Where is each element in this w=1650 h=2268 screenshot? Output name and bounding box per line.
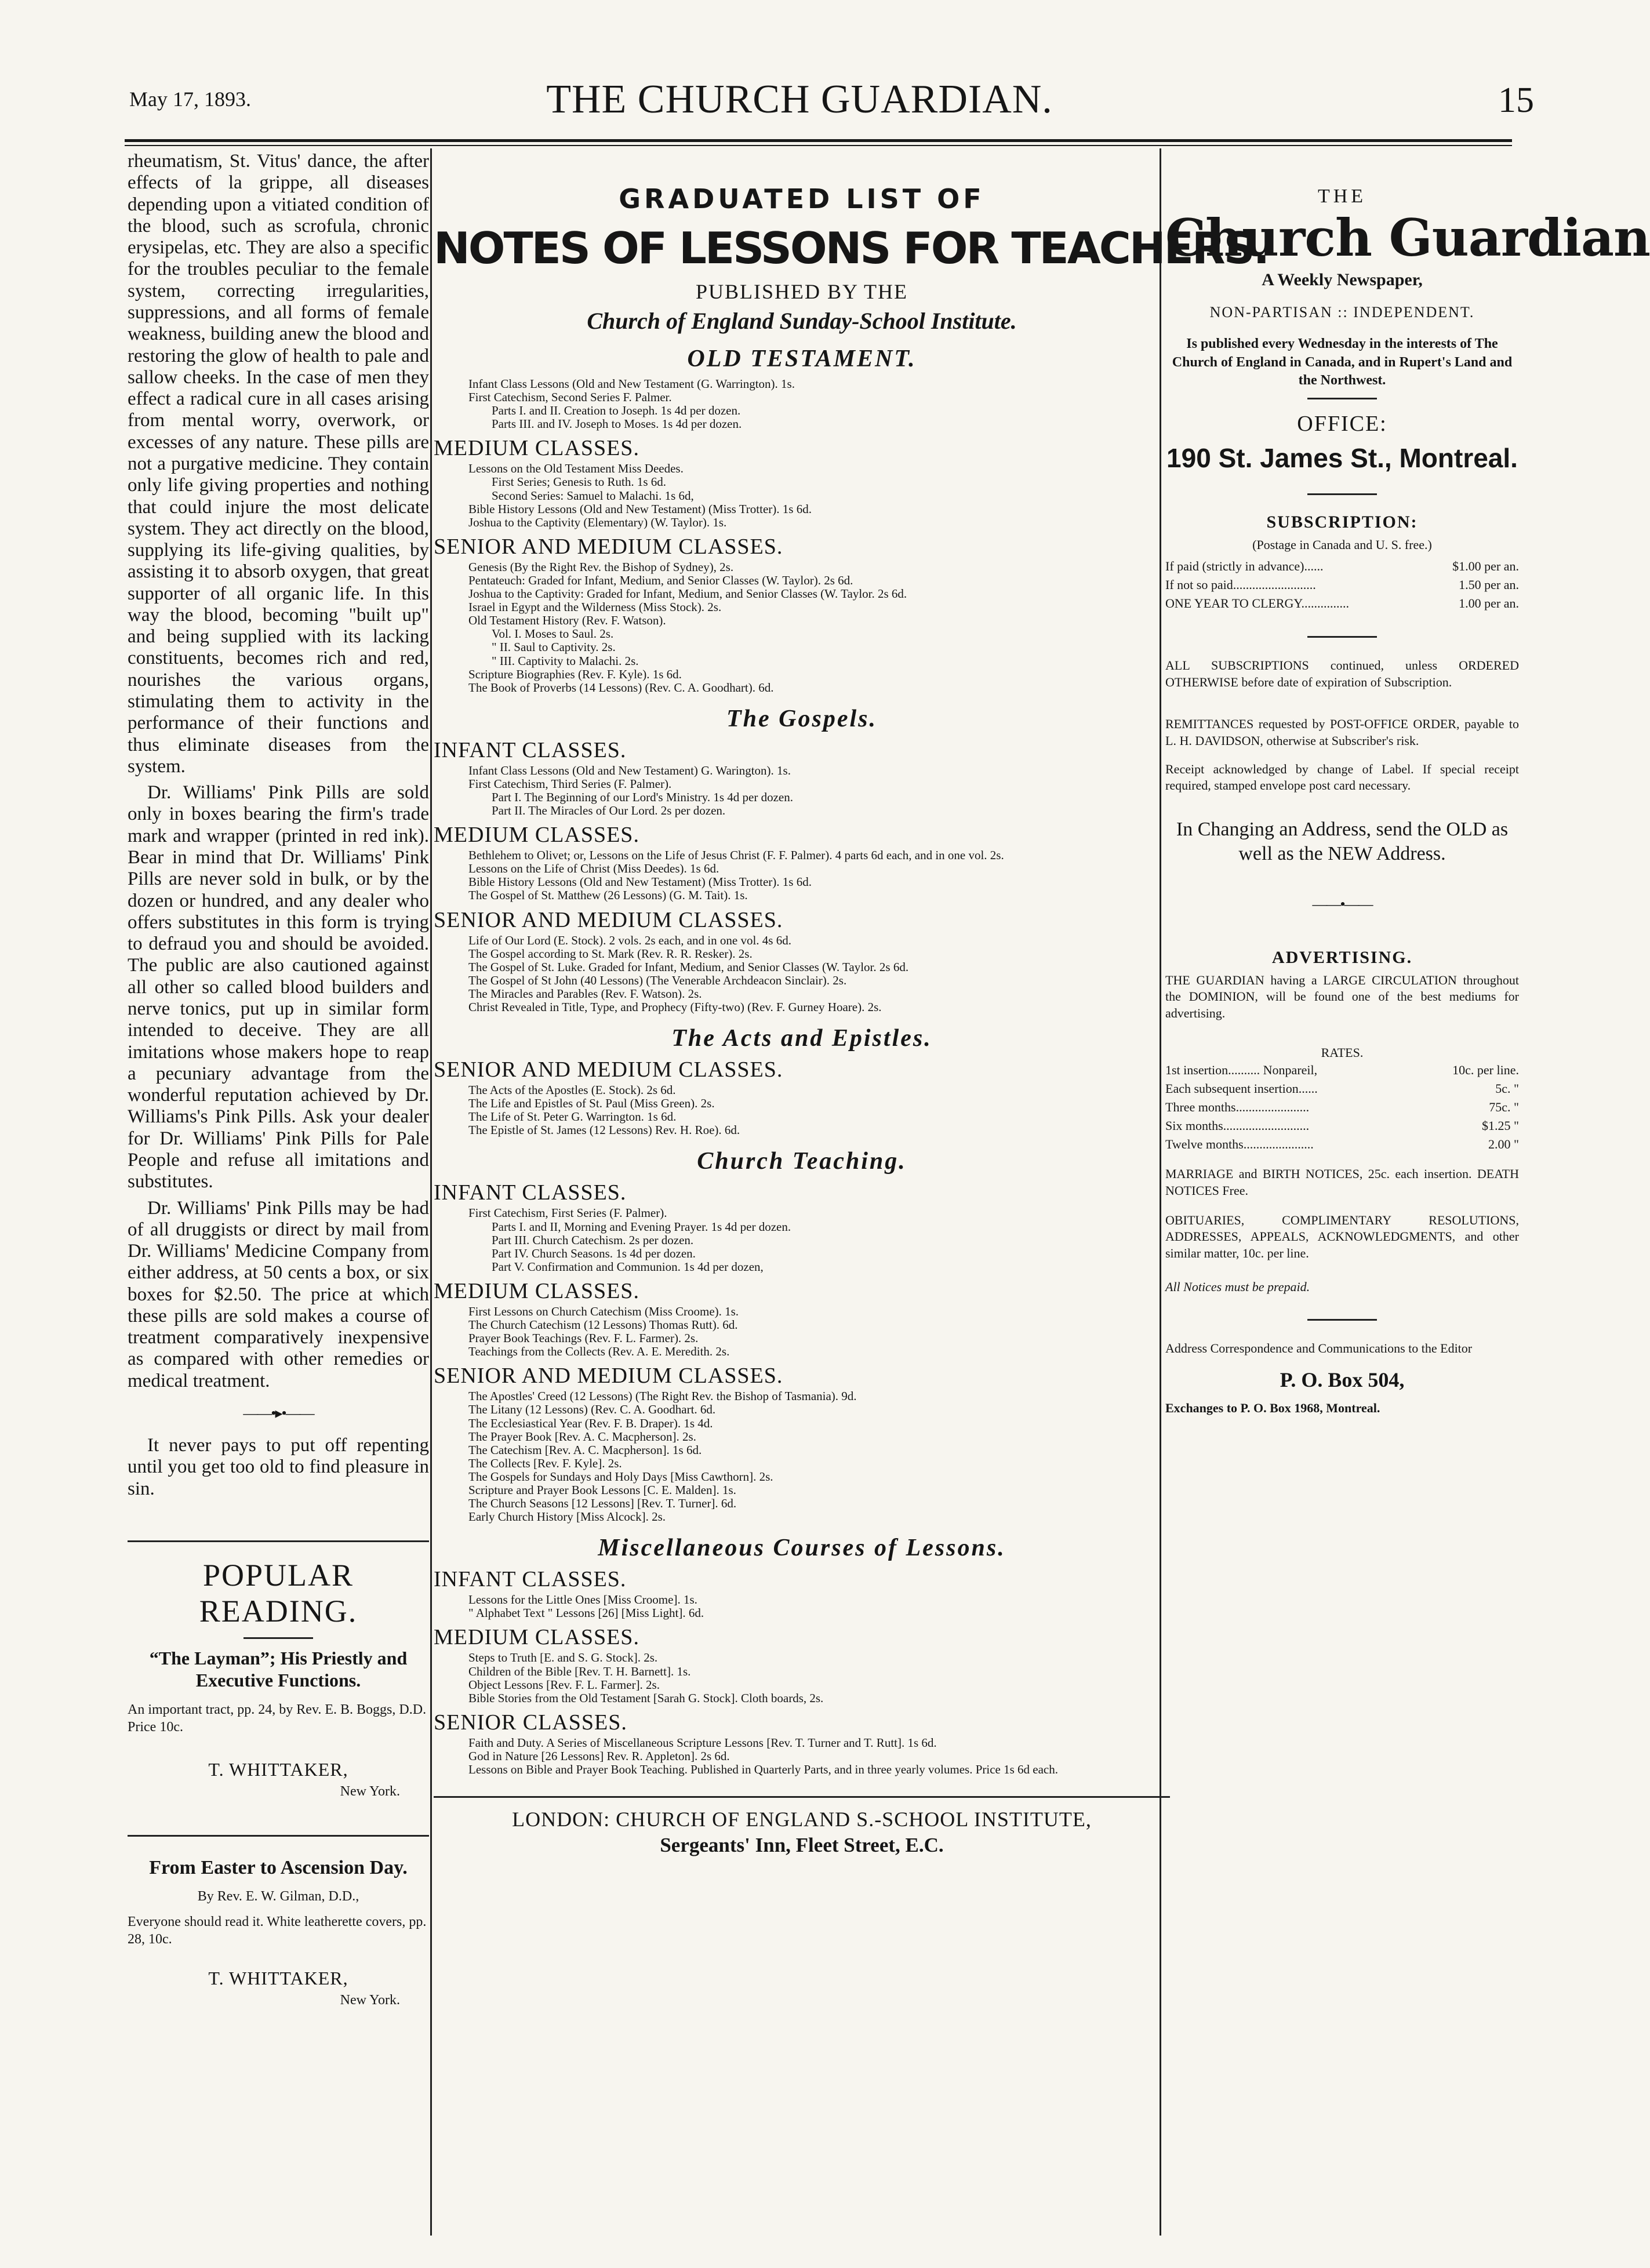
rate-value: 75c. " <box>1489 1099 1519 1114</box>
address-correspondence: Address Correspondence and Communications to the Editor <box>1165 1340 1473 1355</box>
lesson-entry: Life of Our Lord (E. Stock). 2 vols. 2s each, and in one vol. 4s 6d. <box>468 933 791 947</box>
rate-row <box>1165 594 1519 613</box>
publisher-city: New York. <box>340 1783 400 1799</box>
lesson-entry: Infant Class Lessons (Old and New Testament) G. Warington). 1s. <box>468 763 791 777</box>
section-rule <box>128 1540 429 1542</box>
rate-label: 1st insertion.......... Nonpareil, <box>1165 1062 1318 1077</box>
rate-value: $1.00 per an. <box>1452 559 1519 574</box>
lesson-entry: The Apostles' Creed (12 Lessons) (The Right Rev. the Bishop of Tasmania). 9d. <box>468 1389 857 1404</box>
lesson-entry: " II. Saul to Captivity. 2s. <box>492 640 616 655</box>
lesson-entry: The Epistle of St. James (12 Lessons) Rev. H. Roe). 6d. <box>468 1123 740 1137</box>
class-level-heading: MEDIUM CLASSES. <box>434 1625 639 1650</box>
office-address: 190 St. James St., Montreal. <box>1166 442 1518 473</box>
lesson-entries <box>468 1593 1170 1620</box>
publisher-name: T. WHITTAKER, <box>208 1758 348 1780</box>
lesson-entry: Genesis (By the Right Rev. the Bishop of Sydney), 2s. <box>468 559 734 574</box>
easter-title: From Easter to Ascension Day. <box>149 1856 408 1878</box>
repenting-quip: It never pays to put off repenting until you get too old to find pleasure in sin. <box>128 1435 429 1499</box>
class-level-heading: MEDIUM CLASSES. <box>434 1278 639 1303</box>
masthead-subtitle: A Weekly Newspaper, <box>1262 270 1423 290</box>
subscription-heading: SUBSCRIPTION: <box>1266 512 1418 532</box>
lesson-entry: The Litany (12 Lessons) (Rev. C. A. Goodhart. 6d. <box>468 1402 716 1417</box>
rate-row <box>1165 557 1519 576</box>
lesson-entry: Part I. The Beginning of our Lord's Ministry. 1s 4d per dozen. <box>492 790 793 804</box>
advertising-heading: ADVERTISING. <box>1271 947 1413 967</box>
layman-description: An important tract, pp. 24, by Rev. E. B. Boggs, D.D. Price 10c. <box>128 1702 427 1735</box>
lesson-entry: First Catechism, Second Series F. Palmer. <box>468 390 672 405</box>
pills-paragraph-1: rheumatism, St. Vitus' dance, the after effects of la grippe, all diseases depending upon a vitiated condition of the blood, such as scrofula, chronic erysipelas, etc. They are also a specific for the troubles peculiar to the female system, correcting irregularities, suppressions, and all forms of female weakness, building anew the blood and restoring the glow of health to pale and sallow cheeks. In the case of men they effect a radical cure in all cases arising from mental worry, overwork, or excesses of any nature. These pills are not a purgative medicine. They contain only life giving properties and nothing that could injure the most delicate system. They act directly on the blood, supplying its life-giving qualities, by assisting it to absorb oxygen, that great supporter of all organic life. In this way the blood, becoming "built up" and being supplied with its lacking constituents, becomes rich and red, nourishes the various organs, stimulating them to activity in the performance of their functions and thus eliminate diseases from the system. <box>128 151 429 777</box>
rate-label: Each subsequent insertion...... <box>1165 1081 1318 1096</box>
advertising-rates <box>1165 1061 1519 1153</box>
prepaid-note: All Notices must be prepaid. <box>1165 1280 1310 1295</box>
lesson-list <box>434 345 1170 1776</box>
remittances-note: REMITTANCES requested by POST-OFFICE ORDER, payable to L. H. DAVIDSON, otherwise at Subscriber's risk. <box>1165 717 1519 748</box>
advertising-body: THE GUARDIAN having a LARGE CIRCULATION throughout the DOMINION, will be found one of the best mediums for advertising. <box>1165 972 1519 1020</box>
non-partisan-line: NON-PARTISAN :: INDEPENDENT. <box>1209 304 1475 321</box>
rate-row <box>1165 1117 1519 1135</box>
lesson-entry: The Ecclesiastical Year (Rev. F. B. Draper). 1s 4d. <box>468 1416 713 1430</box>
lesson-entry: Parts III. and IV. Joseph to Moses. 1s 4d per dozen. <box>492 417 742 431</box>
lesson-entry: Parts I. and II, Morning and Evening Prayer. 1s 4d per dozen. <box>492 1219 791 1234</box>
rate-row <box>1165 1098 1519 1117</box>
newspaper-title: THE CHURCH GUARDIAN. <box>546 77 1053 122</box>
publisher-name: T. WHITTAKER, <box>208 1968 348 1989</box>
obituaries-notice: OBITUARIES, COMPLIMENTARY RESOLUTIONS, ADDRESSES, APPEALS, ACKNOWLEDGMENTS, and other similar matter, 10c. per line. <box>1165 1212 1519 1260</box>
lesson-entry: Bethlehem to Olivet; or, Lessons on the Life of Jesus Christ (F. F. Palmer). 4 parts 6d each, and in one vol. 2s. <box>468 848 1004 863</box>
marriage-notices: MARRIAGE and BIRTH NOTICES, 25c. each insertion. DEATH NOTICES Free. <box>1165 1166 1519 1198</box>
masthead-title: Church Guardian <box>1165 208 1650 268</box>
short-rule <box>243 1637 313 1639</box>
lesson-entry: The Life and Epistles of St. Paul (Miss Green). 2s. <box>468 1096 715 1111</box>
rate-value: 5c. " <box>1495 1081 1519 1096</box>
class-level-heading: SENIOR AND MEDIUM CLASSES. <box>434 534 783 559</box>
lesson-entries <box>468 849 1170 902</box>
lesson-entry: The Gospel of St. Matthew (26 Lessons) (G. M. Tait). 1s. <box>468 888 748 903</box>
lesson-entries <box>468 1651 1170 1704</box>
rate-label: If not so paid.......................... <box>1165 577 1316 593</box>
lesson-entry: Bible Stories from the Old Testament [Sarah G. Stock]. Cloth boards, 2s. <box>468 1691 824 1705</box>
lesson-entries <box>468 1084 1170 1137</box>
rate-row <box>1165 1080 1519 1098</box>
lesson-entry: Bible History Lessons (Old and New Testament) (Miss Trotter). 1s 6d. <box>468 501 812 516</box>
column-rule-1 <box>430 148 432 2236</box>
lesson-entries <box>468 377 1170 431</box>
po-box: P. O. Box 504, <box>1280 1368 1405 1391</box>
lesson-entries <box>468 934 1170 1015</box>
section-rule <box>128 1835 429 1837</box>
rate-label: Twelve months...................... <box>1165 1136 1314 1151</box>
lesson-entry: The Gospel of St John (40 Lessons) (The Venerable Archdeacon Sinclair). 2s. <box>468 973 847 987</box>
lesson-entry: Lessons on the Life of Christ (Miss Deedes). 1s 6d. <box>468 862 719 876</box>
pills-paragraph-2: Dr. Williams' Pink Pills are sold only in boxes bearing the firm's trade mark and wrapper (printed in red ink). Bear in mind that Dr. Williams' Pink Pills are never sold in bulk, or by the dozen or hundred, and any dealer who offers substitutes in this form is trying to defraud you and should be avoided. The public are also cautioned against all other so called blood builders and nerve tonics, put up in similar form intended to deceive. They are all imitations whose makers hope to reap a pecuniary advantage from the wonderful reputation achieved by Dr. Williams's Pink Pills. Ask your dealer for Dr. Williams' Pink Pills for Pale People and refuse all imitations and substitutes. <box>128 782 429 1193</box>
lesson-entries <box>468 462 1170 529</box>
page-number: 15 <box>1498 81 1534 120</box>
lesson-entry: Early Church History [Miss Alcock]. 2s. <box>468 1510 666 1524</box>
publisher-city: New York. <box>340 1993 400 2008</box>
rate-label: ONE YEAR TO CLERGY............... <box>1165 596 1349 611</box>
rate-value: $1.25 " <box>1482 1118 1519 1133</box>
exchanges-note: Exchanges to P. O. Box 1968, Montreal. <box>1165 1400 1380 1415</box>
class-level-heading: SENIOR AND MEDIUM CLASSES. <box>434 907 783 932</box>
lesson-entry: Prayer Book Teachings (Rev. F. L. Farmer). 2s. <box>468 1331 699 1346</box>
lesson-entry: Children of the Bible [Rev. T. H. Barnett]. 1s. <box>468 1664 691 1678</box>
publication-note: Is published every Wednesday in the interests of The Church of England in Canada, and in Rupert's Land and the Northwest. <box>1172 336 1513 388</box>
masthead-the: THE <box>1317 186 1367 207</box>
easter-description: Everyone should read it. White leatherette covers, pp. 28, 10c. <box>128 1914 427 1947</box>
class-level-heading: MEDIUM CLASSES. <box>434 823 639 848</box>
lesson-entry: Pentateuch: Graded for Infant, Medium, and Senior Classes (W. Taylor). 2s 6d. <box>468 573 853 587</box>
lesson-entry: The Life of St. Peter G. Warrington. 1s 6d. <box>468 1110 677 1124</box>
lesson-entries <box>468 1305 1170 1358</box>
lesson-entry: The Church Catechism (12 Lessons) Thomas Rutt). 6d. <box>468 1318 738 1332</box>
popular-reading-heading: POPULAR READING. <box>199 1557 358 1629</box>
lesson-entry: The Collects [Rev. F. Kyle]. 2s. <box>468 1456 622 1470</box>
class-level-heading: SENIOR AND MEDIUM CLASSES. <box>434 1364 783 1389</box>
subscription-note: (Postage in Canada and U. S. free.) <box>1252 537 1432 552</box>
issue-date: May 17, 1893. <box>129 88 251 111</box>
lesson-entry: Second Series: Samuel to Malachi. 1s 6d, <box>492 488 694 503</box>
receipt-note: Receipt acknowledged by change of Label. If special receipt required, stamped envelope post card necessary. <box>1165 761 1519 793</box>
lesson-entry: Infant Class Lessons (Old and New Testament (G. Warrington). 1s. <box>468 377 795 391</box>
lesson-entry: " III. Captivity to Malachi. 2s. <box>492 653 639 668</box>
lesson-section-heading: Church Teaching. <box>697 1148 907 1175</box>
lesson-entry: Vol. I. Moses to Saul. 2s. <box>492 627 614 641</box>
header-rule <box>125 139 1512 142</box>
rate-value: 1.50 per an. <box>1459 577 1519 593</box>
office-heading: OFFICE: <box>1297 411 1387 436</box>
lesson-entry: God in Nature [26 Lessons] Rev. R. Appleton]. 2s 6d. <box>468 1749 730 1763</box>
lesson-entry: Teachings from the Collects (Rev. A. E. Meredith. 2s. <box>468 1344 730 1359</box>
class-level-heading: SENIOR AND MEDIUM CLASSES. <box>434 1057 783 1082</box>
ornament-divider: ——•—— <box>1312 895 1372 913</box>
rate-label: Six months........................... <box>1165 1118 1310 1133</box>
lesson-entry: The Acts of the Apostles (E. Stock). 2s 6d. <box>468 1083 676 1097</box>
lesson-entry: Joshua to the Captivity: Graded for Infant, Medium, and Senior Classes (W. Taylor. 2s 6d. <box>468 587 907 601</box>
lesson-entry: Part V. Confirmation and Communion. 1s 4d per dozen, <box>492 1259 764 1274</box>
lesson-entry: Old Testament History (Rev. F. Watson). <box>468 613 666 628</box>
lesson-entries <box>468 1390 1170 1524</box>
easter-author: By Rev. E. W. Gilman, D.D., <box>197 1889 359 1904</box>
lesson-entry: The Gospel according to St. Mark (Rev. R. R. Resker). 2s. <box>468 946 753 961</box>
rate-row <box>1165 1135 1519 1154</box>
lesson-entry: Scripture and Prayer Book Lessons [C. E. Malden]. 1s. <box>468 1482 736 1497</box>
lesson-section-heading: Miscellaneous Courses of Lessons. <box>598 1535 1006 1562</box>
column-left <box>128 151 429 2009</box>
lesson-entry: Lessons on Bible and Prayer Book Teaching. Published in Quarterly Parts, and in three yearly volumes. Price 1s 6d each. <box>468 1762 1059 1776</box>
rate-value: 10c. per line. <box>1452 1062 1519 1077</box>
class-level-heading: SENIOR CLASSES. <box>434 1710 627 1735</box>
institute-street: Sergeants' Inn, Fleet Street, E.C. <box>660 1834 944 1857</box>
short-rule <box>1307 493 1377 495</box>
subscriptions-continued: ALL SUBSCRIPTIONS continued, unless ORDERED OTHERWISE before date of expiration of Subscription. <box>1165 658 1519 689</box>
lesson-entry: The Prayer Book [Rev. A. C. Macpherson]. 2s. <box>468 1429 696 1444</box>
lesson-entry: First Catechism, First Series (F. Palmer). <box>468 1206 667 1220</box>
rate-value: 2.00 " <box>1488 1136 1519 1151</box>
lesson-entry: First Catechism, Third Series (F. Palmer). <box>468 776 672 791</box>
lesson-entry: Lessons for the Little Ones [Miss Croome]. 1s. <box>468 1593 697 1607</box>
lesson-entry: Bible History Lessons (Old and New Testament) (Miss Trotter). 1s 6d. <box>468 875 812 889</box>
layman-title: “The Layman”; His Priestly and Executive Functions. <box>149 1647 408 1691</box>
lesson-entry: " Alphabet Text " Lessons [26] [Miss Light]. 6d. <box>468 1606 704 1620</box>
lesson-entry: The Catechism [Rev. A. C. Macpherson]. 1s 6d. <box>468 1442 702 1457</box>
short-rule <box>1307 1319 1377 1321</box>
notes-of-lessons-headline: NOTES OF LESSONS FOR TEACHERS. <box>434 223 1269 274</box>
graduated-list-heading: GRADUATED LIST OF <box>619 183 985 215</box>
lesson-entry: Israel in Egypt and the Wilderness (Miss Stock). 2s. <box>468 600 722 615</box>
lesson-entry: The Gospel of St. Luke. Graded for Infant, Medium, and Senior Classes (W. Taylor. 2s 6d. <box>468 959 909 974</box>
lesson-entries <box>468 1206 1170 1273</box>
class-level-heading: INFANT CLASSES. <box>434 737 627 762</box>
rate-label: If paid (strictly in advance)...... <box>1165 559 1324 574</box>
class-level-heading: INFANT CLASSES. <box>434 1180 627 1205</box>
change-of-address: In Changing an Address, send the OLD as well as the NEW Address. <box>1176 818 1509 865</box>
subscription-rates <box>1165 557 1519 613</box>
section-rule <box>434 1796 1170 1798</box>
lesson-entry: Scripture Biographies (Rev. F. Kyle). 1s 6d. <box>468 667 682 681</box>
class-level-heading: INFANT CLASSES. <box>434 1567 627 1592</box>
lesson-entry: Parts I. and II. Creation to Joseph. 1s 4d per dozen. <box>492 404 741 418</box>
lesson-entry: The Church Seasons [12 Lessons] [Rev. T. Turner]. 6d. <box>468 1496 737 1511</box>
institute-address-line: LONDON: CHURCH OF ENGLAND S.-SCHOOL INSTITUTE, <box>512 1808 1092 1831</box>
pills-paragraph-3: Dr. Williams' Pink Pills may be had of all druggists or direct by mail from Dr. Williams' Medicine Company from either address, at 50 cents a box, or six boxes for $2.50. The price at which these pills are sold makes a course of treatment comparatively inexpensive as compared with other remedies or medical treatment. <box>128 1197 429 1391</box>
lesson-entry: Joshua to the Captivity (Elementary) (W. Taylor). 1s. <box>468 515 727 529</box>
lesson-entry: First Series; Genesis to Ruth. 1s 6d. <box>492 475 667 489</box>
lesson-entry: Christ Revealed in Title, Type, and Prophecy (Fifty-two) (Rev. F. Gurney Hoare). 2s. <box>468 1000 882 1014</box>
lesson-entry: Steps to Truth [E. and S. G. Stock]. 2s. <box>468 1651 658 1665</box>
lesson-entry: The Book of Proverbs (14 Lessons) (Rev. C. A. Goodhart). 6d. <box>468 680 774 695</box>
lesson-section-heading: The Gospels. <box>726 705 877 732</box>
ornament-divider: ——•▸•—— <box>243 1405 314 1422</box>
institute-name: Church of England Sunday-School Institute. <box>587 308 1017 334</box>
rate-row <box>1165 1061 1519 1080</box>
lesson-entries <box>468 561 1170 695</box>
rate-value: 1.00 per an. <box>1459 596 1519 611</box>
lesson-entry: Object Lessons [Rev. F. L. Farmer]. 2s. <box>468 1677 660 1692</box>
rates-heading: RATES. <box>1321 1045 1364 1060</box>
rate-label: Three months....................... <box>1165 1099 1310 1114</box>
lesson-entry: Part II. The Miracles of Our Lord. 2s per dozen. <box>492 804 726 818</box>
lesson-entry: Part III. Church Catechism. 2s per dozen. <box>492 1233 694 1247</box>
class-level-heading: MEDIUM CLASSES. <box>434 436 639 461</box>
lesson-section-heading: OLD TESTAMENT. <box>687 346 917 372</box>
published-by: PUBLISHED BY THE <box>695 280 908 303</box>
header-rule-thin <box>125 145 1512 146</box>
rate-row <box>1165 576 1519 594</box>
short-rule <box>1307 398 1377 399</box>
lesson-entry: Faith and Duty. A Series of Miscellaneous Scripture Lessons [Rev. T. Turner and T. Rutt]. 1s 6d. <box>468 1735 937 1750</box>
lesson-entry: First Lessons on Church Catechism (Miss Croome). 1s. <box>468 1304 739 1318</box>
lesson-section-heading: The Acts and Epistles. <box>671 1025 932 1052</box>
lesson-entry: Lessons on the Old Testament Miss Deedes. <box>468 461 684 476</box>
column-right <box>1165 162 1650 1416</box>
short-rule <box>1307 636 1377 638</box>
lesson-entry: Part IV. Church Seasons. 1s 4d per dozen. <box>492 1246 696 1260</box>
lesson-entry: The Gospels for Sundays and Holy Days [Miss Cawthorn]. 2s. <box>468 1469 773 1484</box>
lesson-entries <box>468 1736 1170 1776</box>
lesson-entries <box>468 764 1170 817</box>
lesson-entry: The Miracles and Parables (Rev. F. Watson). 2s. <box>468 986 702 1001</box>
